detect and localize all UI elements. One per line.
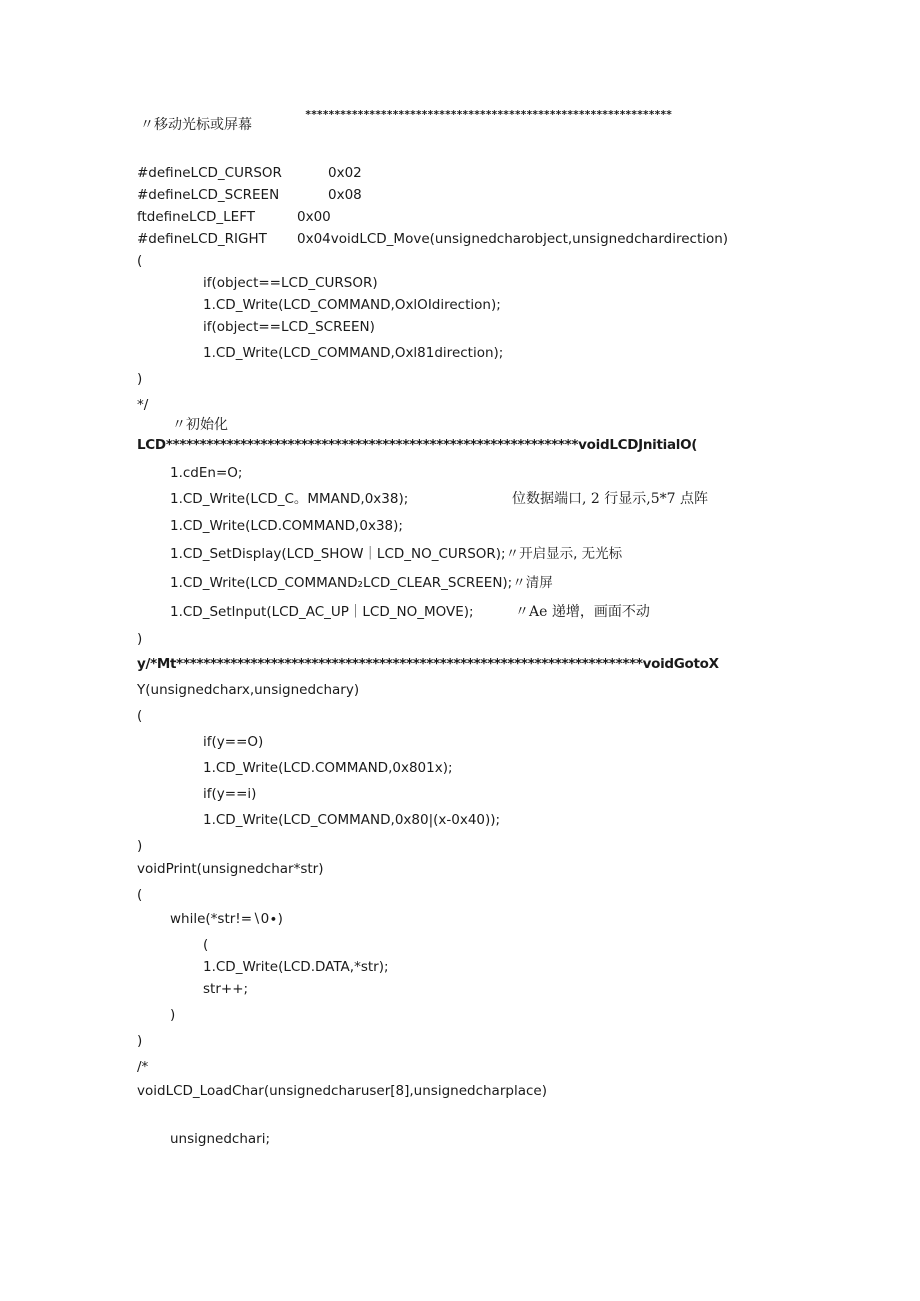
gotoxy-signature-start: y/*Mt*********************************************************************voidGotoX [137, 656, 719, 672]
comment-end: */ [137, 397, 149, 413]
code-line: 1.CD_Write(LCD.COMMAND,0x38); [170, 518, 403, 534]
code-line: if(y==i) [203, 786, 257, 802]
define-lcd-left-value: 0x00 [297, 209, 331, 225]
code-line: 1.cdEn=O; [170, 465, 243, 481]
code-brace: ) [170, 1007, 176, 1023]
define-lcd-screen-value: 0x08 [328, 187, 362, 203]
code-line: str++; [203, 981, 249, 997]
code-line: while(*str!=∖0∙) [170, 911, 283, 927]
code-brace: ) [137, 631, 143, 647]
code-line: 1.CD_Write(LCD_COMMAND₂LCD_CLEAR_SCREEN);〃清屏 [170, 575, 553, 591]
comment-ac-increment: 〃Ae 递增，画面不动 [515, 604, 650, 620]
code-brace: ) [137, 1033, 143, 1049]
code-brace: ( [203, 937, 209, 953]
lcd-move-signature: 0x04voidLCD_Move(unsignedcharobject,unsignedchardirection) [297, 231, 729, 247]
lcd-init-signature: LCD*************************************************************voidLCDJnitialO( [137, 437, 698, 453]
code-line: 1.CD_Setlnput(LCD_AC_UP｜LCD_NO_MOVE); [170, 604, 474, 620]
comment-move-cursor-or-screen: 〃移动光标或屏幕 [140, 117, 252, 133]
comment-data-port: 位数据端口, 2 行显示,5*7 点阵 [512, 491, 708, 507]
define-lcd-cursor: #defineLCD_CURSOR [137, 165, 282, 181]
comment-initialize: 〃初始化 [172, 417, 228, 433]
print-signature: voidPrint(unsignedchar*str) [137, 861, 324, 877]
define-lcd-cursor-value: 0x02 [328, 165, 362, 181]
comment-start: /* [137, 1059, 149, 1075]
code-line: 1.CD_Write(LCD_COMMAND,Oxl81direction); [203, 345, 504, 361]
define-lcd-right: #defineLCD_RIGHT [137, 231, 267, 247]
code-line: if(object==LCD_SCREEN) [203, 319, 375, 335]
code-line: if(object==LCD_CURSOR) [203, 275, 378, 291]
code-line: 1.CD_Write(LCD.COMMAND,0x801x); [203, 760, 453, 776]
code-brace: ) [137, 838, 143, 854]
code-line: 1.CD_Write(LCD_COMMAND,0x80|(x-0x40)); [203, 812, 501, 828]
code-line: 1.CD_Write(LCD.DATA,*str); [203, 959, 389, 975]
comment-separator: *************************************************************** [305, 109, 672, 121]
define-lcd-screen: #defineLCD_SCREEN [137, 187, 280, 203]
code-brace: ( [137, 887, 143, 903]
code-line: 1.CD_SetDisplay(LCD_SHOW｜LCD_NO_CURSOR);〃开启显示, 无光标 [170, 546, 623, 562]
code-brace: ) [137, 371, 143, 387]
code-brace: ( [137, 708, 143, 724]
code-brace: ( [137, 253, 143, 269]
code-line: 1.CD_Write(LCD_COMMAND,OxlOIdirection); [203, 297, 501, 313]
gotoxy-signature-end: Y(unsignedcharx,unsignedchary) [137, 682, 360, 698]
loadchar-signature: voidLCD_LoadChar(unsignedcharuser[8],unsignedcharplace) [137, 1083, 547, 1099]
code-line: if(y==O) [203, 734, 264, 750]
code-line: 1.CD_Write(LCD_C。MMAND,0x38); [170, 491, 409, 507]
define-lcd-left: ftdefineLCD_LEFT [137, 209, 255, 225]
code-line: unsignedchari; [170, 1131, 270, 1147]
